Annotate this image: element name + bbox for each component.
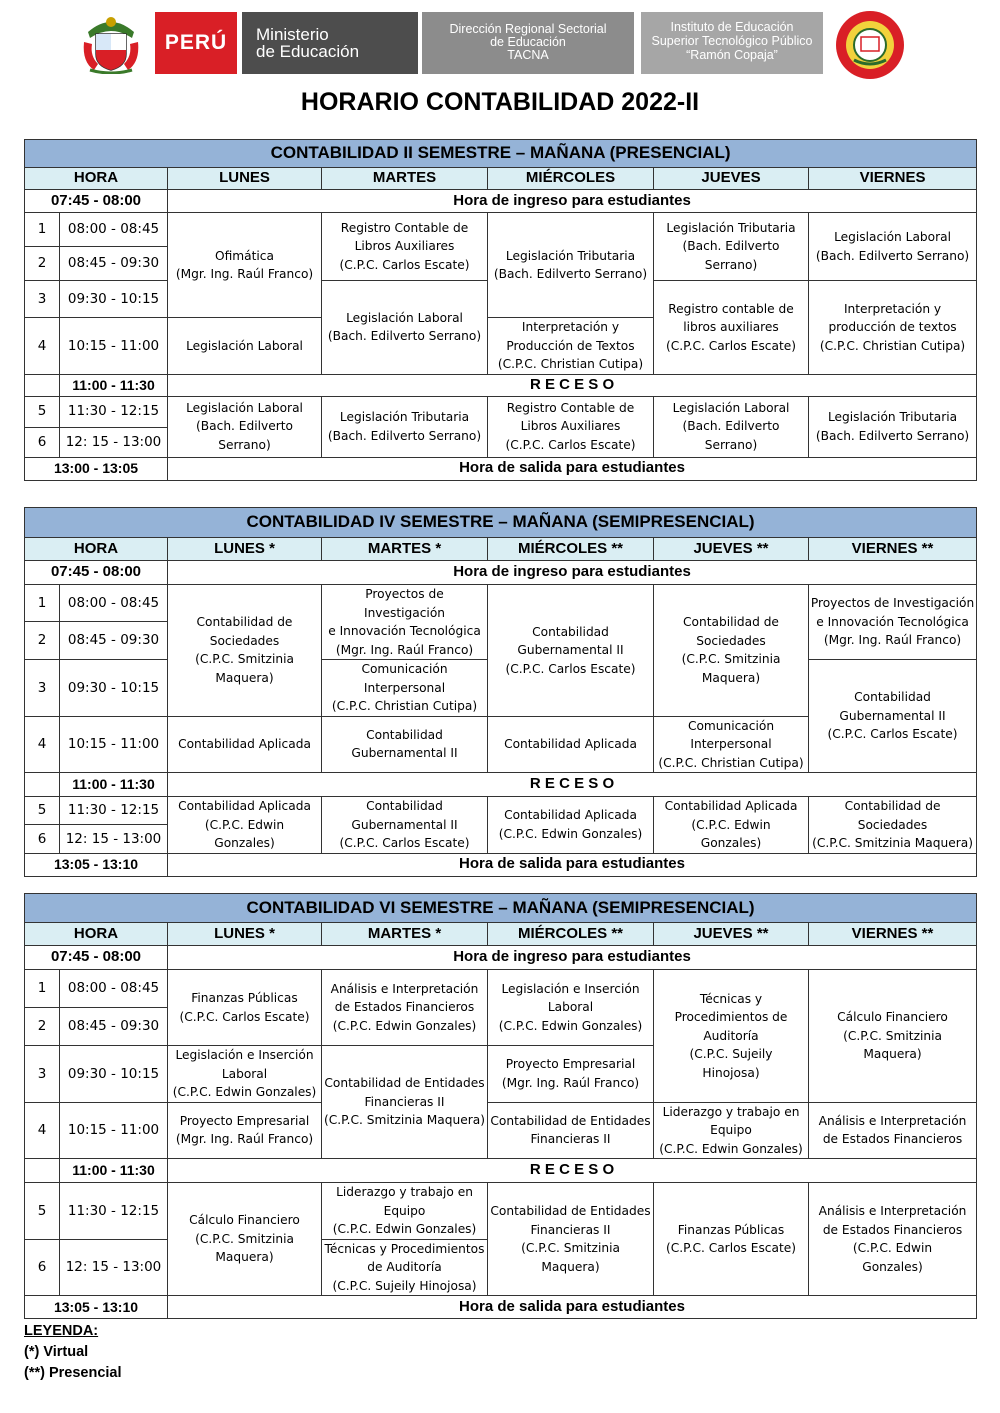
day-header-lunes: LUNES * [168,538,322,561]
recess-row [25,1159,977,1183]
class-cell [488,1183,654,1296]
class-cell-line: Interpretación y [521,320,620,334]
class-cell-line: Proyecto Empresarial [179,1113,310,1128]
day-header-viernes: VIERNES [809,168,977,190]
class-cell-line: Ofimática [215,248,274,263]
class-cell [654,797,809,854]
class-cell-line: Legislación Laboral [834,230,951,244]
class-cell-line: (C.P.C. Edwin Gonzales) [659,1141,803,1156]
class-cell-line: Interpersonal [690,737,772,751]
slot-time: 09:30 - 10:15 [60,1046,168,1103]
class-cell-line: (C.P.C. Carlos Escate) [665,338,797,353]
class-cell [654,585,809,717]
drse-brand [422,12,634,74]
class-cell-line: (Mgr. Ing. Raúl Franco) [335,642,474,657]
class-cell [809,1183,977,1296]
class-cell-line: Proyecto Empresarial [505,1057,636,1072]
slot-time: 11:30 - 12:15 [60,1183,168,1240]
class-cell [654,716,809,773]
class-cell-line: Legislación Laboral [346,310,463,325]
day-header-row [25,923,977,946]
recess-text: R E C E S O [168,374,977,396]
slot-number: 6 [25,427,60,457]
class-cell [654,396,809,457]
class-cell-line: Contabilidad Aplicada [504,808,637,823]
hora-header: HORA [25,538,168,561]
class-cell-line: Sociedades [209,633,280,648]
class-cell [488,797,654,854]
drse-line-2: de Educación [490,35,566,49]
class-cell-line: (C.P.C. Edwin [204,817,285,832]
peru-brand: PERÚ [155,12,237,74]
slot-time: 08:45 - 09:30 [60,1008,168,1046]
time-slot-row [25,585,977,622]
recess-time: 11:00 - 11:30 [60,374,168,396]
class-cell [168,970,322,1046]
class-cell-line: Contabilidad Aplicada [178,799,311,813]
entry-time: 07:45 - 08:00 [25,561,168,585]
class-cell-line: (Mgr. Ing. Raúl Franco) [175,267,314,281]
day-header-miercoles: MIÉRCOLES ** [488,538,654,561]
class-cell-line: Interpersonal [363,680,446,695]
day-header-lunes: LUNES [168,168,322,190]
class-cell-line: Legislación Laboral [186,338,303,353]
class-cell [322,585,488,660]
class-cell-line: Liderazgo y trabajo en [336,1185,473,1199]
class-cell-line: Contabilidad de [844,799,941,813]
exit-row [25,457,977,480]
day-header-row [25,538,977,561]
class-cell-line: (Mgr. Ing. Raúl Franco) [175,1132,314,1147]
slot-number: 5 [25,797,60,825]
class-cell [168,318,322,375]
class-cell-line: producción de textos [828,320,957,334]
class-cell-line: de Estados Financieros [822,1132,963,1147]
class-cell-line: Análisis e Interpretación [818,1204,967,1218]
slot-time: 08:00 - 08:45 [60,213,168,247]
class-cell-line: (C.P.C. Edwin Gonzales) [498,826,643,841]
class-cell-line: Hinojosa) [702,1065,760,1080]
class-cell-line: Producción de Textos [506,338,635,353]
iest-line-3: “Ramón Copaja” [686,48,778,62]
class-cell-line: Análisis e Interpretación [330,981,479,996]
class-cell [168,213,322,318]
class-cell-line: Gubernamental II [517,643,624,657]
class-cell-line: (C.P.C. Smitzinia [681,652,781,667]
class-cell-line: Comunicación [687,718,775,733]
class-cell-line: (C.P.C. Carlos Escate) [505,661,636,676]
class-cell-line: Finanzas Públicas [677,1222,785,1237]
slot-number: 4 [25,1102,60,1159]
class-cell-line: Legislación Tributaria [505,248,636,263]
slot-number: 5 [25,396,60,427]
slot-time: 08:00 - 08:45 [60,585,168,622]
slot-time: 08:45 - 09:30 [60,247,168,281]
legend-virtual: (*) Virtual [24,1344,89,1360]
class-cell [809,213,977,281]
slot-time: 11:30 - 12:15 [60,396,168,427]
class-cell [809,281,977,375]
class-cell-line: (Bach. Edilverto Serrano) [815,248,970,263]
class-cell-line: Finanzas Públicas [191,991,298,1005]
class-cell [809,585,977,660]
slot-number: 2 [25,1008,60,1046]
class-cell [322,1239,488,1296]
class-cell [654,1183,809,1296]
class-cell-line: de Auditoría [367,1260,442,1274]
exit-time: 13:05 - 13:10 [25,1296,168,1319]
class-cell-line: (C.P.C. Carlos Escate) [339,836,470,850]
class-cell-line: Legislación Tributaria [666,220,796,235]
class-cell-line: Gonzales) [700,836,762,850]
class-cell-line: (C.P.C. Smitzinia [521,1241,620,1255]
drse-line-1: Dirección Regional Sectorial [449,22,607,36]
class-cell-line: Técnicas y [699,991,763,1006]
recess-row [25,374,977,396]
class-cell-line: Laboral [547,1000,594,1015]
class-cell-line: Contabilidad de Entidades [490,1204,651,1218]
class-cell-line: Gonzales) [862,1259,923,1274]
class-cell [322,797,488,854]
entry-time: 07:45 - 08:00 [25,946,168,970]
exit-row [25,853,977,876]
legend-title: LEYENDA: [24,1323,99,1339]
class-cell-line: Técnicas y Procedimientos [324,1241,485,1256]
table-title: CONTABILIDAD II SEMESTRE – MAÑANA (PRESENCIAL) [25,140,977,168]
day-header-jueves: JUEVES ** [654,538,809,561]
class-cell-line: (Bach. Edilverto [682,239,780,254]
class-cell-line: (C.P.C. Smitzinia [195,1231,294,1246]
class-cell-line: Equipo [383,1203,426,1218]
class-cell-line: Registro Contable de [340,220,469,235]
iest-line-2: Superior Tecnológico Público [651,34,813,48]
class-cell-line: Contabilidad [532,624,609,639]
slot-number: 3 [25,1046,60,1103]
entry-row [25,561,977,585]
class-cell-line: Análisis e Interpretación [818,1113,967,1128]
header-logos [80,10,910,76]
class-cell-line: de Estados Financieros [334,1000,475,1015]
slot-number: 6 [25,825,60,853]
class-cell-line: (Bach. Edilverto Serrano) [327,329,482,344]
recess-time: 11:00 - 11:30 [60,773,168,797]
class-cell-line: Contabilidad [854,690,931,705]
class-cell-line: Serrano) [218,437,271,452]
class-cell [488,318,654,375]
exit-time: 13:00 - 13:05 [25,457,168,480]
exit-text: Hora de salida para estudiantes [168,1296,977,1319]
class-cell-line: Legislación Laboral [672,400,790,415]
legend-presencial: (**) Presencial [24,1365,122,1381]
class-cell-line: Gonzales) [214,836,275,850]
class-cell-line: Maquera) [215,1250,274,1265]
ministerio-line-2: de Educación [256,42,360,61]
class-cell-line: Libros Auxiliares [354,239,455,254]
class-cell-line: (C.P.C. Edwin [691,817,771,832]
class-cell-line: Legislación e Inserción [175,1048,314,1062]
class-cell-line: Liderazgo y trabajo en [662,1104,800,1119]
class-cell [322,716,488,773]
class-cell-line: Financieras II [364,1094,445,1109]
iest-line-1: Instituto de Educación [670,20,794,34]
legend [24,1321,122,1384]
day-header-martes: MARTES [322,168,488,190]
class-cell-line: Contabilidad de [196,615,293,630]
class-cell-line: (Bach. Edilverto Serrano) [493,267,648,281]
class-cell-line: (C.P.C. Smitzinia Maquera) [812,836,973,850]
class-cell-line: Sociedades [696,633,766,648]
table-title: CONTABILIDAD VI SEMESTRE – MAÑANA (SEMIPRESENCIAL) [25,894,977,923]
class-cell-line: Interpretación y [843,301,942,316]
schedule-table-ii-semestre [24,139,977,481]
class-cell-line: Registro Contable de [506,400,635,415]
ministerio-brand [242,12,418,74]
class-cell-line: (Bach. Edilverto Serrano) [682,419,780,452]
class-cell-line: Maquera) [863,1047,922,1061]
class-cell-line: (C.P.C. Smitzinia [843,1028,942,1043]
slot-time: 09:30 - 10:15 [60,660,168,717]
time-slot-row [25,797,977,825]
class-cell [168,396,322,457]
class-cell [809,1102,977,1159]
class-cell [168,1046,322,1103]
class-cell [168,716,322,773]
exit-row [25,1296,977,1319]
day-header-martes: MARTES * [322,923,488,946]
class-cell-line: Auditoría [703,1028,759,1043]
class-cell-line: (C.P.C. Carlos Escate) [179,1009,310,1024]
class-cell-line: (C.P.C. Carlos Escate) [339,257,470,272]
class-cell-line: (C.P.C. Sujeily Hinojosa) [332,1278,477,1293]
class-cell-line: Legislación Tributaria [827,410,958,424]
slot-time: 08:00 - 08:45 [60,970,168,1008]
class-cell-line: Legislación Laboral [186,400,303,415]
class-cell-line: (C.P.C. Christian Cutipa) [658,755,804,770]
recess-time: 11:00 - 11:30 [60,1159,168,1183]
class-cell-line: Cálculo Financiero [189,1213,300,1228]
entry-text: Hora de ingreso para estudiantes [168,190,977,213]
class-cell-line: Contabilidad Aplicada [504,737,637,751]
class-cell-line: Cálculo Financiero [837,1010,948,1024]
slot-number: 3 [25,660,60,717]
class-cell-line: e Innovación Tecnológica [816,614,969,629]
day-header-row [25,168,977,190]
class-cell [809,396,977,457]
class-cell-line: Contabilidad de [683,615,779,630]
class-cell-line: (C.P.C. Edwin Gonzales) [498,1018,643,1033]
class-cell [168,797,322,854]
class-cell [809,660,977,773]
entry-text: Hora de ingreso para estudiantes [168,946,977,970]
peru-coat-of-arms-icon [80,12,142,74]
class-cell [322,660,488,717]
hora-header: HORA [25,168,168,190]
class-cell-line: (C.P.C. Smitzinia Maquera) [324,1113,485,1128]
class-cell [322,213,488,281]
class-cell [488,716,654,773]
class-cell-line: Contabilidad [366,799,443,813]
class-cell [322,281,488,375]
iest-brand [641,12,823,74]
slot-time: 11:30 - 12:15 [60,797,168,825]
day-header-lunes: LUNES * [168,923,322,946]
class-cell-line: (Bach. Edilverto Serrano) [815,428,970,443]
day-header-miercoles: MIÉRCOLES [488,168,654,190]
class-cell [488,1046,654,1103]
day-header-jueves: JUEVES [654,168,809,190]
class-cell-line: Contabilidad [366,727,443,742]
class-cell-line: (C.P.C. Christian Cutipa) [331,699,478,713]
class-cell-line: Sociedades [857,817,928,832]
class-cell-line: Registro contable de [668,301,794,316]
time-slot-row [25,1102,977,1159]
class-cell-line: (C.P.C. Carlos Escate) [827,727,958,742]
class-cell [322,970,488,1046]
class-cell-line: de Estados Financieros [822,1222,963,1237]
entry-time: 07:45 - 08:00 [25,190,168,213]
exit-text: Hora de salida para estudiantes [168,457,977,480]
class-cell [654,213,809,281]
class-cell [809,797,977,854]
class-cell-line: Contabilidad Aplicada [178,737,311,751]
class-cell-line: (C.P.C. Carlos Escate) [665,1241,797,1255]
recess-row [25,773,977,797]
class-cell-line: Contabilidad de Entidades [490,1113,651,1128]
class-cell [488,213,654,318]
slot-time: 08:45 - 09:30 [60,621,168,659]
class-cell [654,281,809,375]
class-cell-line: (Bach. Edilverto Serrano) [327,428,482,443]
class-cell [322,1046,488,1159]
class-cell-line: (C.P.C. Christian Cutipa) [497,357,644,371]
class-cell-line: (C.P.C. Edwin Gonzales) [172,1085,317,1099]
day-header-martes: MARTES * [322,538,488,561]
exit-time: 13:05 - 13:10 [25,853,168,876]
drse-line-3: TACNA [507,48,549,62]
slot-number: 4 [25,318,60,375]
time-slot-row [25,1183,977,1240]
class-cell-line: e Innovación Tecnológica [328,624,481,638]
class-cell-line: Serrano) [704,257,758,272]
class-cell-line: (Mgr. Ing. Raúl Franco) [501,1075,640,1090]
class-cell-line: (C.P.C. Christian Cutipa) [819,338,966,353]
class-cell-line: Contabilidad Aplicada [664,799,798,813]
day-header-jueves: JUEVES ** [654,923,809,946]
slot-number: 1 [25,213,60,247]
document-title: HORARIO CONTABILIDAD 2022-II [300,88,700,116]
class-cell-line: Maquera) [701,670,761,685]
entry-text: Hora de ingreso para estudiantes [168,561,977,585]
day-header-viernes: VIERNES ** [809,923,977,946]
class-cell-line: Legislación Tributaria [339,410,470,424]
class-cell [322,396,488,457]
class-cell-line: Comunicación [361,662,448,676]
time-slot-row [25,970,977,1008]
slot-time: 12: 15 - 13:00 [60,427,168,457]
time-slot-row [25,396,977,427]
slot-number: 6 [25,1239,60,1296]
institute-seal-icon [830,10,910,80]
class-cell-line: Laboral [221,1066,268,1081]
class-cell-line: (C.P.C. Edwin Gonzales) [332,1222,477,1236]
slot-time: 10:15 - 11:00 [60,716,168,773]
class-cell-line: Legislación e Inserción [501,981,640,996]
class-cell [168,1102,322,1159]
class-cell-line: (C.P.C. Edwin Gonzales) [332,1018,477,1033]
recess-text: R E C E S O [168,773,977,797]
class-cell-line: Equipo [710,1123,752,1137]
slot-number: 4 [25,716,60,773]
class-cell [322,1183,488,1240]
class-cell [654,970,809,1103]
slot-number: 3 [25,281,60,318]
slot-number: 2 [25,247,60,281]
class-cell [488,585,654,717]
class-cell [488,1102,654,1159]
class-cell-line: Contabilidad de Entidades [324,1076,485,1091]
exit-text: Hora de salida para estudiantes [168,853,977,876]
class-cell-line: (C.P.C. Edwin [852,1241,933,1255]
table-title: CONTABILIDAD IV SEMESTRE – MAÑANA (SEMIPRESENCIAL) [25,508,977,538]
class-cell [488,970,654,1046]
class-cell-line: Procedimientos de [674,1010,788,1024]
class-cell-line: Maquera) [215,670,274,685]
entry-row [25,190,977,213]
class-cell-line: Proyectos de Investigación [363,587,446,620]
class-cell [654,1102,809,1159]
time-slot-row [25,213,977,247]
class-cell-line: (Bach. Edilverto [196,419,293,434]
class-cell-line: (C.P.C. Carlos Escate) [505,437,636,452]
slot-number: 2 [25,621,60,659]
slot-number: 5 [25,1183,60,1240]
entry-row [25,946,977,970]
slot-time: 10:15 - 11:00 [60,318,168,375]
class-cell-line: Gubernamental II [351,746,458,761]
hora-header: HORA [25,923,168,946]
class-cell-line: (C.P.C. Sujeily [689,1047,773,1061]
class-cell [168,585,322,717]
slot-number: 1 [25,970,60,1008]
class-cell-line: (C.P.C. Smitzinia [195,652,294,667]
slot-number: 1 [25,585,60,622]
class-cell-line: Gubernamental II [839,708,946,723]
day-header-viernes: VIERNES ** [809,538,977,561]
day-header-miercoles: MIÉRCOLES ** [488,923,654,946]
class-cell [809,970,977,1103]
class-cell-line: Libros Auxiliares [520,419,621,434]
slot-time: 12: 15 - 13:00 [60,1239,168,1296]
class-cell-line: Gubernamental II [351,817,458,832]
schedule-table-iv-semestre [24,507,977,877]
class-cell-line: Proyectos de Investigación [810,596,975,611]
slot-time: 12: 15 - 13:00 [60,825,168,853]
slot-time: 09:30 - 10:15 [60,281,168,318]
class-cell-line: (Mgr. Ing. Raúl Franco) [823,633,962,648]
schedule-table-vi-semestre [24,893,977,1319]
class-cell-line: Financieras II [530,1132,611,1147]
class-cell [488,396,654,457]
class-cell-line: libros auxiliares [683,320,779,334]
ministerio-line-1: Ministerio [256,25,329,44]
class-cell-line: Financieras II [530,1222,611,1237]
recess-text: R E C E S O [168,1159,977,1183]
class-cell [168,1183,322,1296]
class-cell-line: Maquera) [541,1259,600,1274]
slot-time: 10:15 - 11:00 [60,1102,168,1159]
